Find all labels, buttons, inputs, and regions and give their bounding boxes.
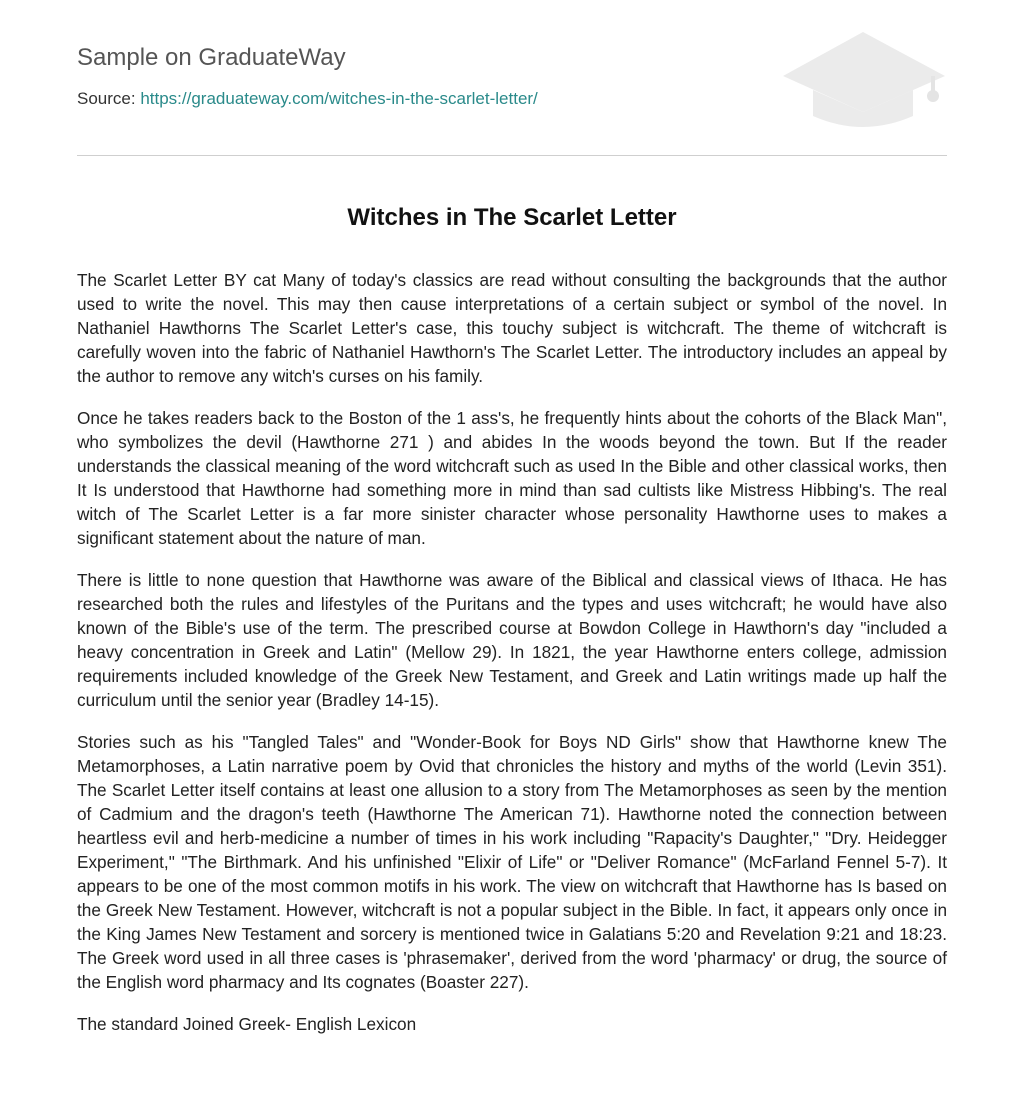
paragraph: There is little to none question that Hawthorne was aware of the Biblical and classical views of Ithaca. He has researched both the rules and lifestyles of the Puritans and the types and uses witchcraft; he would have also known of the Bible's use of the term. The prescribed course at Bowdon College in Hawthorn's day "included a heavy concentration in Greek and Latin" (Mellow 29). In 1821, the year Hawthorne enters college, admission requirements included knowledge of the Greek New Testament, and Greek and Latin writings made up half the curriculum until the senior year (Bradley 14-15).: [77, 570, 947, 710]
header-divider: [77, 155, 947, 156]
source-link[interactable]: https://graduateway.com/witches-in-the-scarlet-letter/: [140, 89, 538, 108]
paragraph: The standard Joined Greek- English Lexicon: [77, 1014, 417, 1034]
graduation-cap-icon: [779, 30, 947, 132]
document-title: Witches in The Scarlet Letter: [347, 204, 677, 231]
source-label: Source:: [77, 89, 136, 108]
paragraph: The Scarlet Letter BY cat Many of today's classics are read without consulting the backgrounds that the author used to write the novel. This may then cause interpretations of a certain subject or symbol of the novel. In Nathaniel Hawthorns The Scarlet Letter's case, this touchy subject is witchcraft. The theme of witchcraft is carefully woven into the fabric of Nathaniel Hawthorn's The Scarlet Letter. The introductory includes an appeal by the author to remove any witch's curses on his family.: [77, 270, 947, 386]
paragraph: Once he takes readers back to the Boston of the 1 ass's, he frequently hints about the cohorts of the Black Man", who symbolizes the devil (Hawthorne 271 ) and abides In the woods beyond the town. But If the reader understands the classical meaning of the word witchcraft such as used In the Bible and other classical works, then It Is understood that Hawthorne had something more in mind than sad cultists like Mistress Hibbing's. The real witch of The Scarlet Letter is a far more sinister character whose personality Hawthorne uses to makes a significant statement about the nature of man.: [77, 408, 947, 548]
page-header: [77, 0, 947, 156]
document-body: [77, 268, 947, 1054]
source-line: [77, 89, 538, 109]
paragraph: Stories such as his "Tangled Tales" and "Wonder-Book for Boys ND Girls" show that Hawthorne knew The Metamorphoses, a Latin narrative poem by Ovid that chronicles the history and myths of the world (Levin 351). The Scarlet Letter itself contains at least one allusion to a story from The Metamorphoses as seen by the mention of Cadmium and the dragon's teeth (Hawthorne The American 71). Hawthorne noted the connection between heartless evil and herb-medicine a number of times in his work including "Rapacity's Daughter," "Dry. Heidegger Experiment," "The Birthmark. And his unfinished "Elixir of Life" or "Deliver Romance" (McFarland Fennel 5-7). It appears to be one of the most common motifs in his work. The view on witchcraft that Hawthorne has Is based on the Greek New Testament. However, witchcraft is not a popular subject in the Bible. In fact, it appears only once in the King James New Testament and sorcery is mentioned twice in Galatians 5:20 and Revelation 9:21 and 18:23. The Greek word used in all three cases is 'phrasemaker', derived from the word 'pharmacy' or drug, the source of the English word pharmacy and Its cognates (Boaster 227).: [77, 732, 947, 992]
site-title: Sample on GraduateWay: [77, 44, 346, 71]
